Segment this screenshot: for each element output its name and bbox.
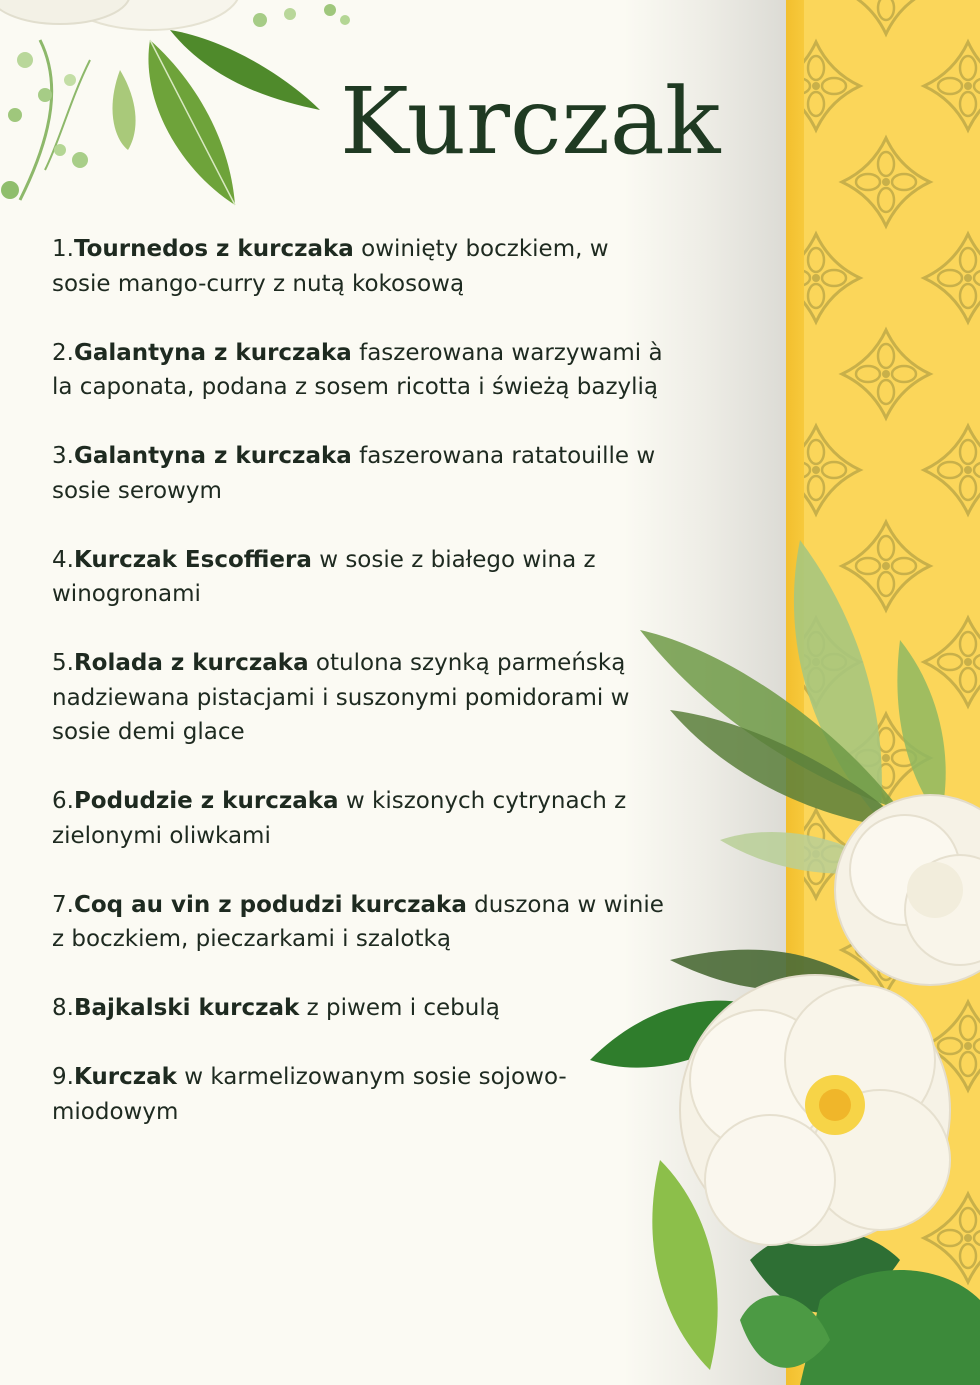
dish-number: 6.	[52, 788, 74, 814]
leaf-icon	[897, 640, 945, 820]
dish-number: 9.	[52, 1064, 74, 1090]
white-peony-large	[680, 975, 950, 1245]
diamond-flower-motif	[804, 234, 860, 322]
dish-number: 8.	[52, 995, 74, 1021]
dish-description: w kiszonych cytrynach z zielonymi oliwkami	[52, 788, 627, 849]
dish-number: 2.	[52, 339, 74, 366]
dish-name: Tournedos z kurczaka	[73, 236, 354, 262]
dish-description: faszerowana ratatouille w sosie serowym	[52, 443, 656, 504]
dish-name: Bajkalski kurczak	[73, 995, 300, 1021]
dish-name: Rolada z kurczaka	[73, 650, 309, 676]
diamond-flower-motif	[924, 426, 980, 514]
dish-number: 5.	[52, 650, 74, 676]
floral-corner-top-left	[0, 0, 360, 240]
dish-number: 1.	[52, 236, 74, 262]
dish-item	[52, 1060, 672, 1129]
dish-list	[52, 232, 672, 1164]
dish-name: Podudzie z kurczaka	[73, 788, 339, 814]
dish-description: faszerowana warzywami à la caponata, podana z sosem ricotta i świeżą bazylią	[52, 339, 663, 400]
diamond-flower-motif	[804, 42, 860, 130]
dish-name: Kurczak Escoffiera	[73, 546, 312, 573]
dish-number: 3.	[52, 443, 74, 469]
dish-description: duszona w winie z boczkiem, pieczarkami i szalotką	[52, 891, 664, 952]
dish-item	[52, 232, 672, 301]
dish-description: z piwem i cebulą	[299, 995, 500, 1021]
dish-name: Galantyna z kurczaka	[73, 443, 352, 469]
dish-description: w karmelizowanym sosie sojowo-miodowym	[52, 1064, 567, 1125]
diamond-flower-motif	[924, 234, 980, 322]
dish-name: Galantyna z kurczaka	[73, 339, 352, 366]
dish-item	[52, 888, 672, 957]
page-title: Kurczak	[340, 68, 721, 175]
dish-item	[52, 784, 672, 853]
dish-item	[52, 991, 672, 1026]
diamond-flower-motif	[842, 138, 930, 226]
diamond-flower-motif	[804, 426, 860, 514]
dish-name: Kurczak	[73, 1064, 177, 1090]
diamond-flower-motif	[842, 0, 930, 34]
white-peony-top	[835, 795, 980, 985]
dish-item	[52, 439, 672, 508]
dish-item	[52, 646, 672, 750]
dish-number: 4.	[52, 546, 74, 573]
diamond-flower-motif	[924, 42, 980, 130]
diamond-flower-motif	[842, 330, 930, 418]
dish-description: otulona szynką parmeńską nadziewana pistacjami i suszonymi pomidorami w sosie demi glace	[52, 650, 630, 745]
dish-number: 7.	[52, 891, 74, 918]
dish-name: Coq au vin z podudzi kurczaka	[73, 891, 467, 918]
flower-bud-icon	[112, 70, 135, 150]
dish-item	[52, 543, 672, 612]
dish-description: w sosie z białego wina z winogronami	[52, 546, 596, 607]
dish-description: owinięty boczkiem, w sosie mango-curry z nutą kokosową	[52, 236, 609, 297]
dish-item	[52, 336, 672, 405]
